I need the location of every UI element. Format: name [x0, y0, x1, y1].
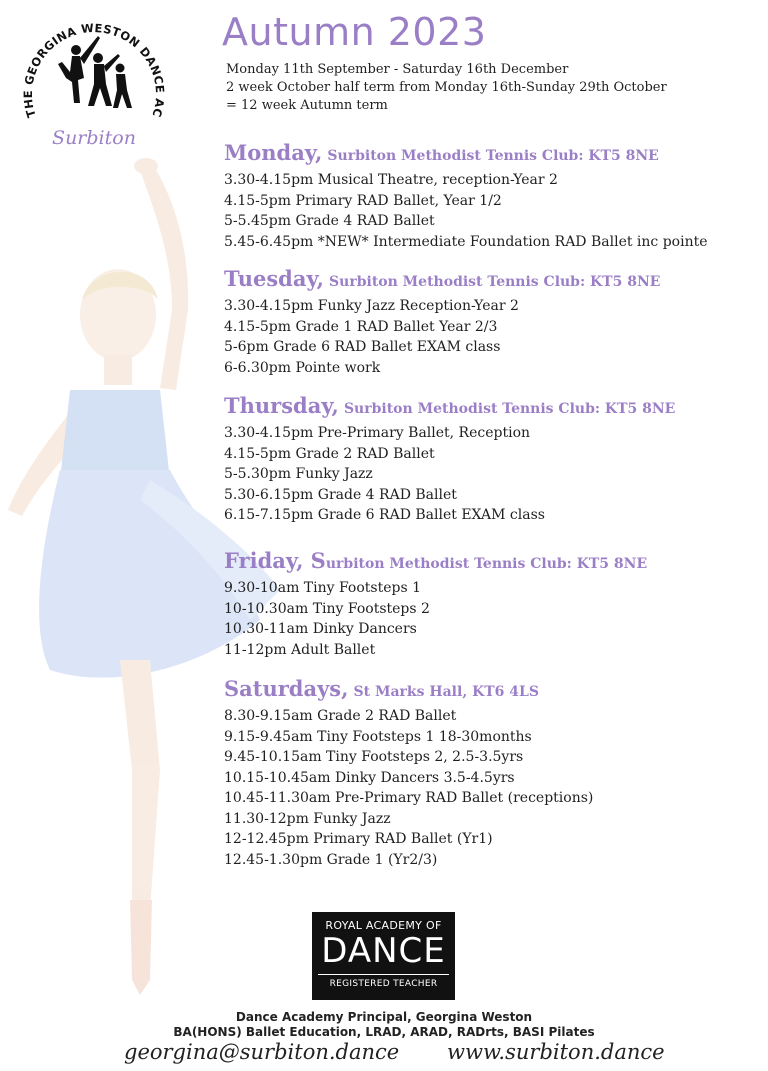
day-venue: Surbiton Methodist Tennis Club: KT5 8NE [329, 274, 661, 290]
class-list [224, 170, 754, 252]
class-item: 5.30-6.15pm Grade 4 RAD Ballet [224, 486, 457, 503]
class-item: 8.30-9.15am Grade 2 RAD Ballet [224, 708, 457, 724]
website-link[interactable]: www.surbiton.dance [447, 1040, 665, 1064]
class-item: 5-5.30pm Funky Jazz [224, 466, 373, 482]
day-venue: Surbiton Methodist Tennis Club: KT5 8NE [343, 401, 676, 417]
class-item: 4.15-5pm Grade 1 RAD Ballet Year 2/3 [224, 318, 498, 335]
logo-location: Surbiton [52, 127, 136, 149]
class-item: 9.30-10am Tiny Footsteps 1 [224, 580, 422, 596]
day-name: Saturdays, [224, 676, 349, 701]
class-item: 3.30-4.15pm Funky Jazz Reception-Year 2 [224, 298, 519, 314]
class-item: 9.15-9.45am Tiny Footsteps 1 18-30months [224, 728, 532, 745]
dancers-silhouette-icon [58, 36, 132, 108]
day-heading [224, 547, 754, 578]
class-item: 6-6.30pm Pointe work [224, 359, 381, 376]
class-item: 9.45-10.15am Tiny Footsteps 2, 2.5-3.5yrs [224, 749, 524, 765]
class-item: 10.15-10.45am Dinky Dancers 3.5-4.5yrs [224, 769, 515, 786]
day-name: Thursday, [224, 393, 339, 418]
day-venue: St Marks Hall, KT6 4LS [353, 684, 539, 700]
rad-badge-top: ROYAL ACADEMY OF [325, 919, 442, 932]
day-heading [224, 265, 754, 296]
class-item: 5-5.45pm Grade 4 RAD Ballet [224, 213, 435, 229]
class-list [224, 423, 754, 526]
day-venue: Surbiton Methodist Tennis Club: KT5 8NE [327, 148, 659, 164]
email-link[interactable]: georgina@surbiton.dance [124, 1040, 400, 1064]
logo-ring-text: THE GEORGINA WESTON DANCE AC [20, 20, 168, 120]
principal-line: Dance Academy Principal, Georgina Weston [235, 1010, 533, 1024]
rad-badge-divider [318, 974, 449, 975]
class-list [224, 296, 754, 378]
page-title: Autumn 2023 [222, 10, 487, 54]
half-term-info: 2 week October half term from Monday 16th-Sunday 29th October [226, 80, 667, 95]
logo-graphic [14, 8, 174, 158]
term-length: = 12 week Autumn term [226, 98, 388, 113]
class-item: 3.30-4.15pm Pre-Primary Ballet, Reception [224, 425, 531, 441]
class-item: 4.15-5pm Grade 2 RAD Ballet [224, 445, 435, 462]
schedule-friday [224, 547, 754, 660]
day-name: Tuesday, [224, 266, 324, 291]
qualifications-line: BA(HONS) Ballet Education, LRAD, ARAD, RADrts, BASI Pilates [173, 1025, 595, 1039]
academy-logo [14, 8, 174, 158]
class-item: 12.45-1.30pm Grade 1 (Yr2/3) [224, 851, 438, 868]
day-heading [224, 139, 754, 170]
day-name: Monday, [224, 140, 323, 165]
term-dates: Monday 11th September - Saturday 16th December [226, 62, 569, 77]
schedule-tuesday [224, 265, 754, 378]
class-item: 10.30-11am Dinky Dancers [224, 621, 417, 637]
schedule-monday [224, 139, 754, 252]
schedule-thursday [224, 392, 754, 526]
term-info [226, 61, 746, 115]
day-heading [224, 392, 754, 423]
class-item: 5.45-6.45pm *NEW* Intermediate Foundation RAD Ballet inc pointe [224, 233, 708, 250]
day-heading [224, 675, 754, 706]
class-item: 11.30-12pm Funky Jazz [224, 810, 391, 827]
class-item: 10-10.30am Tiny Footsteps 2 [224, 600, 430, 617]
class-list [224, 578, 754, 660]
day-venue: urbiton Methodist Tennis Club: KT5 8NE [325, 556, 648, 572]
day-name: Friday, S [224, 548, 326, 573]
class-item: 11-12pm Adult Ballet [224, 641, 376, 658]
class-item: 5-6pm Grade 6 RAD Ballet EXAM class [224, 339, 501, 355]
rad-badge-main: DANCE [321, 931, 446, 971]
rad-registered-teacher-badge [312, 912, 455, 1000]
class-item: 3.30-4.15pm Musical Theatre, reception-Year 2 [224, 172, 558, 188]
rad-badge-bottom: REGISTERED TEACHER [329, 979, 438, 989]
class-item: 10.45-11.30am Pre-Primary RAD Ballet (receptions) [224, 790, 594, 806]
class-item: 6.15-7.15pm Grade 6 RAD Ballet EXAM class [224, 507, 545, 523]
class-list [224, 706, 754, 870]
schedule-saturday [224, 675, 754, 870]
class-item: 4.15-5pm Primary RAD Ballet, Year 1/2 [224, 192, 502, 209]
class-item: 12-12.45pm Primary RAD Ballet (Yr1) [224, 831, 493, 847]
